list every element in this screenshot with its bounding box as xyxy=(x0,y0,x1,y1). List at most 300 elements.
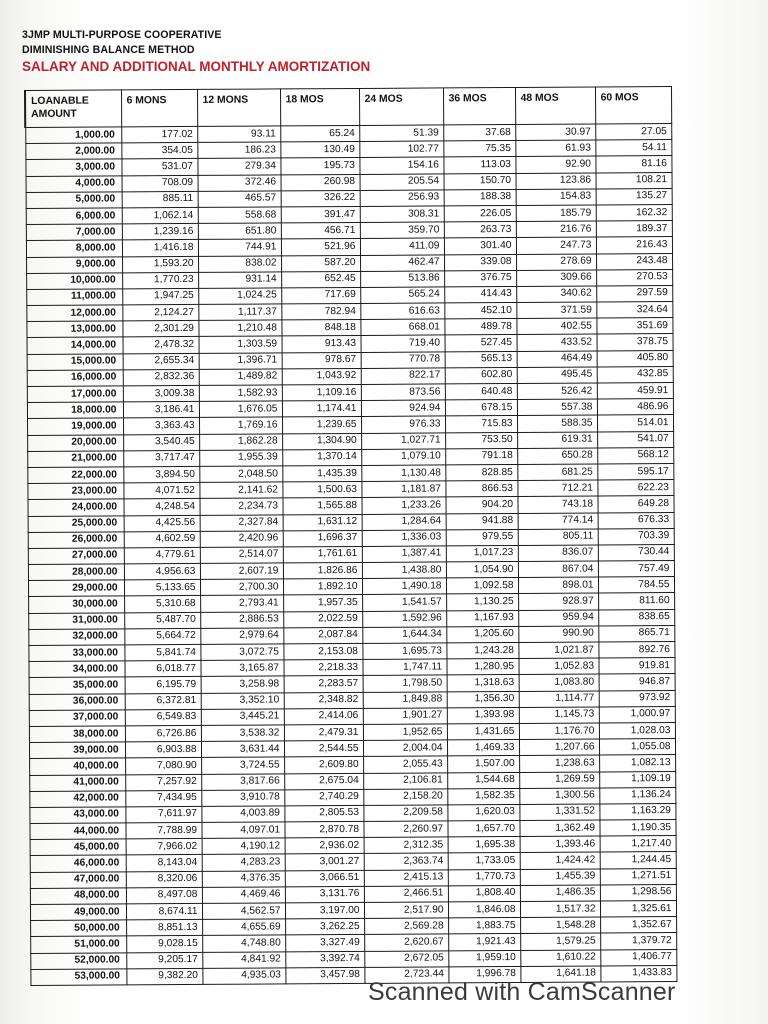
amortization-cell: 1,145.73 xyxy=(519,707,599,724)
amortization-cell: 805.11 xyxy=(518,529,598,546)
amortization-cell: 309.66 xyxy=(516,270,596,287)
document-title: SALARY AND ADDITIONAL MONTHLY AMORTIZATION xyxy=(22,59,371,74)
amortization-cell: 459.91 xyxy=(597,383,673,400)
loanable-amount-cell: 12,000.00 xyxy=(26,305,122,322)
amortization-cell: 188.38 xyxy=(444,189,516,206)
amortization-cell: 6,903.88 xyxy=(125,742,201,759)
amortization-cell: 976.33 xyxy=(361,416,445,433)
amortization-cell: 340.62 xyxy=(516,286,596,303)
amortization-cell: 1,644.34 xyxy=(362,627,446,644)
amortization-cell: 1,582.93 xyxy=(199,385,282,402)
amortization-cell: 1,565.88 xyxy=(282,498,361,515)
amortization-cell: 1,696.37 xyxy=(283,530,362,547)
amortization-cell: 836.07 xyxy=(518,545,598,562)
amortization-cell: 1,280.95 xyxy=(446,659,518,676)
amortization-cell: 2,048.50 xyxy=(199,466,282,483)
amortization-cell: 432.85 xyxy=(597,366,673,383)
amortization-cell: 93.11 xyxy=(197,126,280,143)
amortization-cell: 866.53 xyxy=(445,481,517,498)
amortization-cell: 649.28 xyxy=(597,496,673,513)
amortization-cell: 1,370.14 xyxy=(282,449,361,466)
loanable-amount-cell: 1,000.00 xyxy=(25,127,121,144)
amortization-cell: 1,883.75 xyxy=(448,918,520,935)
amortization-cell: 3,457.98 xyxy=(285,967,364,984)
amortization-cell: 558.68 xyxy=(198,207,281,224)
amortization-cell: 1,000.97 xyxy=(599,706,675,723)
amortization-cell: 2,022.59 xyxy=(283,611,362,628)
amortization-cell: 4,602.59 xyxy=(124,531,200,548)
amortization-cell: 4,003.89 xyxy=(201,806,284,823)
amortization-cell: 1,298.56 xyxy=(600,884,676,901)
amortization-cell: 4,425.56 xyxy=(124,515,200,532)
amortization-cell: 865.71 xyxy=(598,625,674,642)
amortization-cell: 489.78 xyxy=(444,319,516,336)
amortization-cell: 640.48 xyxy=(445,383,517,400)
amortization-cell: 1,176.70 xyxy=(519,723,599,740)
loanable-amount-cell: 5,000.00 xyxy=(26,192,122,209)
amortization-cell: 1,541.57 xyxy=(362,594,446,611)
amortization-cell: 1,396.71 xyxy=(199,353,282,370)
amortization-table xyxy=(24,86,677,986)
amortization-cell: 2,209.58 xyxy=(363,805,447,822)
amortization-cell: 1,500.63 xyxy=(282,482,361,499)
amortization-cell: 1,849.88 xyxy=(363,691,447,708)
loanable-amount-cell: 27,000.00 xyxy=(28,548,124,565)
amortization-cell: 414.43 xyxy=(444,286,516,303)
amortization-cell: 37.68 xyxy=(443,124,515,141)
loanable-amount-cell: 49,000.00 xyxy=(30,904,126,921)
amortization-cell: 1,109.19 xyxy=(599,771,675,788)
document-header xyxy=(22,28,370,76)
amortization-cell: 1,300.56 xyxy=(519,788,599,805)
amortization-cell: 61.93 xyxy=(515,140,595,157)
loanable-amount-cell: 25,000.00 xyxy=(28,515,124,532)
amortization-cell: 676.33 xyxy=(598,512,674,529)
amortization-cell: 2,420.96 xyxy=(200,531,283,548)
amortization-cell: 3,817.66 xyxy=(201,773,284,790)
amortization-cell: 6,018.77 xyxy=(124,661,200,678)
amortization-cell: 3,631.44 xyxy=(201,741,284,758)
amortization-cell: 678.15 xyxy=(445,400,517,417)
amortization-cell: 1,174.41 xyxy=(282,401,361,418)
amortization-cell: 5,841.74 xyxy=(124,644,200,661)
amortization-cell: 3,717.47 xyxy=(123,450,199,467)
amortization-cell: 1,610.22 xyxy=(520,950,600,967)
amortization-cell: 486.96 xyxy=(597,399,673,416)
amortization-cell: 4,097.01 xyxy=(201,822,284,839)
loanable-amount-cell: 16,000.00 xyxy=(27,370,123,387)
amortization-cell: 822.17 xyxy=(361,368,445,385)
amortization-cell: 2,124.27 xyxy=(122,305,198,322)
amortization-cell: 2,700.30 xyxy=(200,579,283,596)
amortization-cell: 1,770.73 xyxy=(448,869,520,886)
loanable-amount-cell: 19,000.00 xyxy=(27,418,123,435)
amortization-cell: 1,862.28 xyxy=(199,433,282,450)
column-header-term: 48 MOS xyxy=(515,87,595,124)
amortization-cell: 1,952.65 xyxy=(363,724,447,741)
amortization-cell: 1,190.35 xyxy=(599,820,675,837)
amortization-cell: 2,141.62 xyxy=(199,482,282,499)
amortization-cell: 595.17 xyxy=(597,463,673,480)
amortization-cell: 2,723.44 xyxy=(364,967,448,984)
amortization-cell: 1,024.25 xyxy=(198,288,281,305)
amortization-cell: 1,489.82 xyxy=(199,369,282,386)
amortization-cell: 619.31 xyxy=(517,432,597,449)
amortization-cell: 3,186.41 xyxy=(123,402,199,419)
amortization-cell: 123.86 xyxy=(516,173,596,190)
amortization-cell: 1,490.18 xyxy=(362,578,446,595)
loanable-amount-cell: 6,000.00 xyxy=(26,208,122,225)
amortization-cell: 2,415.13 xyxy=(364,870,448,887)
amortization-cell: 541.07 xyxy=(597,431,673,448)
amortization-cell: 848.18 xyxy=(281,320,360,337)
amortization-cell: 1,238.63 xyxy=(519,755,599,772)
amortization-cell: 1,130.48 xyxy=(361,465,445,482)
amortization-cell: 650.28 xyxy=(517,448,597,465)
amortization-cell: 4,956.63 xyxy=(124,563,200,580)
amortization-cell: 135.27 xyxy=(596,188,672,205)
amortization-cell: 959.94 xyxy=(518,610,598,627)
amortization-cell: 54.11 xyxy=(595,140,671,157)
amortization-cell: 2,886.53 xyxy=(200,612,283,629)
amortization-cell: 2,153.08 xyxy=(283,643,362,660)
amortization-cell: 456.71 xyxy=(281,223,360,240)
amortization-cell: 774.14 xyxy=(518,513,598,530)
amortization-cell: 588.35 xyxy=(517,415,597,432)
amortization-cell: 3,066.51 xyxy=(285,870,364,887)
amortization-cell: 1,808.40 xyxy=(448,885,520,902)
amortization-cell: 2,158.20 xyxy=(363,789,447,806)
amortization-cell: 1,631.12 xyxy=(283,514,362,531)
amortization-cell: 2,514.07 xyxy=(200,547,283,564)
amortization-cell: 4,779.61 xyxy=(124,547,200,564)
amortization-cell: 708.09 xyxy=(122,175,198,192)
loanable-amount-cell: 41,000.00 xyxy=(29,774,125,791)
amortization-cell: 2,283.57 xyxy=(284,676,363,693)
amortization-cell: 919.81 xyxy=(598,658,674,675)
amortization-cell: 3,001.27 xyxy=(285,854,364,871)
amortization-cell: 27.05 xyxy=(595,124,671,141)
amortization-cell: 2,832.36 xyxy=(123,369,199,386)
loanable-amount-cell: 53,000.00 xyxy=(30,969,126,986)
amortization-cell: 1,062.14 xyxy=(122,207,198,224)
loanable-amount-cell: 45,000.00 xyxy=(30,839,126,856)
amortization-cell: 9,382.20 xyxy=(126,968,202,985)
loanable-amount-cell: 34,000.00 xyxy=(28,661,124,678)
amortization-cell: 990.90 xyxy=(518,626,598,643)
amortization-cell: 1,303.59 xyxy=(199,336,282,353)
amortization-cell: 150.70 xyxy=(444,173,516,190)
amortization-cell: 4,283.23 xyxy=(202,854,285,871)
amortization-cell: 1,892.10 xyxy=(283,579,362,596)
amortization-cell: 2,478.32 xyxy=(123,337,199,354)
amortization-cell: 3,262.25 xyxy=(285,919,364,936)
amortization-cell: 652.45 xyxy=(281,271,360,288)
table-header xyxy=(25,87,671,128)
amortization-cell: 7,257.92 xyxy=(125,774,201,791)
amortization-cell: 371.59 xyxy=(516,302,596,319)
amortization-cell: 270.53 xyxy=(596,269,672,286)
amortization-cell: 1,130.25 xyxy=(446,594,518,611)
loanable-amount-cell: 7,000.00 xyxy=(26,224,122,241)
amortization-cell: 8,851.13 xyxy=(126,920,202,937)
amortization-cell: 1,733.05 xyxy=(448,853,520,870)
amortization-cell: 1,163.29 xyxy=(599,803,675,820)
amortization-cell: 8,143.04 xyxy=(126,855,202,872)
amortization-cell: 1,592.96 xyxy=(362,611,446,628)
amortization-cell: 1,641.18 xyxy=(520,966,600,983)
loanable-amount-cell: 14,000.00 xyxy=(27,337,123,354)
amortization-cell: 433.52 xyxy=(517,334,597,351)
amortization-cell: 681.25 xyxy=(517,464,597,481)
amortization-cell: 324.64 xyxy=(596,302,672,319)
table-header-row xyxy=(25,87,671,128)
amortization-cell: 1,055.08 xyxy=(599,739,675,756)
loanable-amount-cell: 24,000.00 xyxy=(28,499,124,516)
amortization-cell: 308.31 xyxy=(360,206,444,223)
amortization-cell: 892.76 xyxy=(598,642,674,659)
loanable-amount-cell: 18,000.00 xyxy=(27,402,123,419)
loanable-amount-cell: 15,000.00 xyxy=(27,354,123,371)
amortization-cell: 186.23 xyxy=(197,142,280,159)
amortization-cell: 1,336.03 xyxy=(362,530,446,547)
amortization-cell: 9,028.15 xyxy=(126,936,202,953)
amortization-cell: 1,826.86 xyxy=(283,563,362,580)
amortization-cell: 1,438.80 xyxy=(362,562,446,579)
amortization-cell: 2,675.04 xyxy=(284,773,363,790)
amortization-cell: 4,655.69 xyxy=(202,919,285,936)
amortization-cell: 3,538.32 xyxy=(201,725,284,742)
amortization-cell: 2,004.04 xyxy=(363,740,447,757)
amortization-cell: 2,979.64 xyxy=(200,628,283,645)
loanable-amount-cell: 50,000.00 xyxy=(30,920,126,937)
amortization-cell: 1,233.26 xyxy=(361,497,445,514)
amortization-cell: 1,544.68 xyxy=(447,772,519,789)
amortization-cell: 1,243.28 xyxy=(446,642,518,659)
amortization-cell: 4,935.03 xyxy=(202,968,285,985)
table-body xyxy=(25,124,676,986)
loanable-amount-cell: 11,000.00 xyxy=(26,289,122,306)
amortization-cell: 719.40 xyxy=(361,335,445,352)
amortization-cell: 326.22 xyxy=(281,190,360,207)
amortization-cell: 1,052.83 xyxy=(518,658,598,675)
amortization-cell: 1,406.77 xyxy=(600,949,676,966)
amortization-cell: 1,901.27 xyxy=(363,708,447,725)
amortization-cell: 3,894.50 xyxy=(123,466,199,483)
loanable-amount-cell: 2,000.00 xyxy=(25,143,121,160)
amortization-cell: 4,071.52 xyxy=(123,483,199,500)
amortization-cell: 359.70 xyxy=(360,222,444,239)
amortization-cell: 4,562.57 xyxy=(202,903,285,920)
amortization-cell: 1,957.35 xyxy=(283,595,362,612)
amortization-cell: 3,072.75 xyxy=(200,644,283,661)
amortization-cell: 6,195.79 xyxy=(125,677,201,694)
amortization-cell: 1,761.61 xyxy=(283,546,362,563)
amortization-cell: 931.14 xyxy=(198,272,281,289)
amortization-cell: 568.12 xyxy=(597,447,673,464)
amortization-cell: 565.13 xyxy=(445,351,517,368)
amortization-cell: 1,092.58 xyxy=(446,578,518,595)
amortization-cell: 5,487.70 xyxy=(124,612,200,629)
amortization-cell: 6,549.83 xyxy=(125,709,201,726)
amortization-cell: 1,239.16 xyxy=(122,224,198,241)
amortization-cell: 216.76 xyxy=(516,221,596,238)
amortization-cell: 7,966.02 xyxy=(126,839,202,856)
amortization-cell: 65.24 xyxy=(280,125,359,142)
amortization-cell: 791.18 xyxy=(445,448,517,465)
loanable-amount-cell: 38,000.00 xyxy=(29,726,125,743)
amortization-cell: 513.86 xyxy=(360,271,444,288)
amortization-cell: 3,258.98 xyxy=(201,676,284,693)
amortization-cell: 154.83 xyxy=(516,189,596,206)
loanable-amount-cell: 22,000.00 xyxy=(27,467,123,484)
amortization-cell: 651.80 xyxy=(198,223,281,240)
amortization-cell: 130.49 xyxy=(280,142,359,159)
amortization-cell: 1,205.60 xyxy=(446,626,518,643)
loanable-amount-cell: 32,000.00 xyxy=(28,629,124,646)
loanable-amount-cell: 8,000.00 xyxy=(26,240,122,257)
amortization-cell: 521.96 xyxy=(281,239,360,256)
loanable-amount-cell: 10,000.00 xyxy=(26,273,122,290)
amortization-cell: 7,080.90 xyxy=(125,758,201,775)
amortization-cell: 1,028.03 xyxy=(599,722,675,739)
loanable-amount-cell: 43,000.00 xyxy=(29,807,125,824)
loanable-amount-cell: 30,000.00 xyxy=(28,596,124,613)
amortization-cell: 838.02 xyxy=(198,255,281,272)
amortization-cell: 3,009.38 xyxy=(123,385,199,402)
amortization-cell: 3,165.87 xyxy=(200,660,283,677)
amortization-cell: 102.77 xyxy=(359,141,443,158)
amortization-cell: 885.11 xyxy=(122,191,198,208)
amortization-cell: 703.39 xyxy=(598,528,674,545)
amortization-cell: 6,726.86 xyxy=(125,725,201,742)
amortization-cell: 8,497.08 xyxy=(126,887,202,904)
amortization-cell: 1,207.66 xyxy=(519,739,599,756)
loanable-amount-cell: 23,000.00 xyxy=(27,483,123,500)
amortization-cell: 51.39 xyxy=(359,125,443,142)
amortization-cell: 464.49 xyxy=(517,351,597,368)
amortization-cell: 1,181.87 xyxy=(361,481,445,498)
amortization-cell: 1,318.63 xyxy=(447,675,519,692)
amortization-cell: 1,455.39 xyxy=(520,869,600,886)
amortization-cell: 5,310.68 xyxy=(124,596,200,613)
amortization-cell: 1,167.93 xyxy=(446,610,518,627)
loanable-amount-cell: 4,000.00 xyxy=(26,175,122,192)
amortization-cell: 1,921.43 xyxy=(448,934,520,951)
amortization-cell: 2,569.28 xyxy=(364,918,448,935)
amortization-cell: 1,435.39 xyxy=(282,465,361,482)
loanable-amount-cell: 40,000.00 xyxy=(29,758,125,775)
amortization-cell: 770.78 xyxy=(361,352,445,369)
amortization-cell: 3,910.78 xyxy=(201,790,284,807)
amortization-cell: 1,352.67 xyxy=(600,917,676,934)
amortization-cell: 1,469.33 xyxy=(447,740,519,757)
amortization-cell: 867.04 xyxy=(518,561,598,578)
amortization-cell: 1,356.30 xyxy=(447,691,519,708)
amortization-cell: 1,027.71 xyxy=(361,432,445,449)
amortization-cell: 1,431.65 xyxy=(447,723,519,740)
camscanner-watermark: Scanned with CamScanner xyxy=(368,978,676,1006)
amortization-cell: 1,379.72 xyxy=(600,933,676,950)
amortization-cell: 9,205.17 xyxy=(126,952,202,969)
amortization-cell: 1,136.24 xyxy=(599,787,675,804)
amortization-cell: 75.35 xyxy=(443,141,515,158)
amortization-cell: 378.75 xyxy=(597,334,673,351)
amortization-cell: 715.83 xyxy=(445,416,517,433)
amortization-cell: 1,331.52 xyxy=(519,804,599,821)
amortization-cell: 260.98 xyxy=(281,174,360,191)
amortization-cell: 113.03 xyxy=(443,157,515,174)
amortization-cell: 1,695.73 xyxy=(362,643,446,660)
amortization-cell: 1,393.46 xyxy=(520,836,600,853)
amortization-cell: 978.67 xyxy=(282,352,361,369)
amortization-cell: 1,021.87 xyxy=(518,642,598,659)
amortization-cell: 514.01 xyxy=(597,415,673,432)
amortization-cell: 7,788.99 xyxy=(125,822,201,839)
amortization-cell: 838.65 xyxy=(598,609,674,626)
amortization-cell: 3,724.55 xyxy=(201,757,284,774)
amortization-cell: 205.54 xyxy=(360,174,444,191)
amortization-cell: 744.91 xyxy=(198,239,281,256)
loanable-amount-cell: 44,000.00 xyxy=(29,823,125,840)
amortization-cell: 941.88 xyxy=(446,513,518,530)
amortization-cell: 1,770.23 xyxy=(122,272,198,289)
amortization-cell: 898.01 xyxy=(518,577,598,594)
amortization-cell: 3,392.74 xyxy=(285,951,364,968)
amortization-cell: 1,548.28 xyxy=(520,917,600,934)
amortization-cell: 1,117.37 xyxy=(198,304,281,321)
amortization-cell: 372.46 xyxy=(198,174,281,191)
loanable-amount-cell: 20,000.00 xyxy=(27,434,123,451)
amortization-cell: 1,996.78 xyxy=(448,966,520,983)
amortization-cell: 1,676.05 xyxy=(199,401,282,418)
amortization-cell: 243.48 xyxy=(596,253,672,270)
amortization-cell: 8,674.11 xyxy=(126,903,202,920)
amortization-cell: 587.20 xyxy=(281,255,360,272)
amortization-cell: 1,657.70 xyxy=(447,821,519,838)
amortization-cell: 2,544.55 xyxy=(284,741,363,758)
amortization-cell: 602.80 xyxy=(445,367,517,384)
amortization-cell: 2,620.67 xyxy=(364,934,448,951)
amortization-cell: 3,131.76 xyxy=(285,886,364,903)
amortization-cell: 1,846.08 xyxy=(448,901,520,918)
amortization-cell: 531.07 xyxy=(121,159,197,176)
amortization-cell: 1,947.25 xyxy=(122,288,198,305)
amortization-cell: 4,248.54 xyxy=(124,499,200,516)
amortization-cell: 2,218.33 xyxy=(283,660,362,677)
amortization-cell: 1,769.16 xyxy=(199,417,282,434)
amortization-cell: 1,507.00 xyxy=(447,756,519,773)
amortization-cell: 924.94 xyxy=(361,400,445,417)
amortization-cell: 622.23 xyxy=(597,480,673,497)
amortization-cell: 1,269.59 xyxy=(519,771,599,788)
amortization-cell: 1,079.10 xyxy=(361,449,445,466)
amortization-cell: 195.73 xyxy=(280,158,359,175)
amortization-cell: 4,190.12 xyxy=(202,838,285,855)
amortization-cell: 7,611.97 xyxy=(125,806,201,823)
amortization-cell: 108.21 xyxy=(596,172,672,189)
cooperative-name: 3JMP MULTI-PURPOSE COOPERATIVE xyxy=(22,29,222,41)
loanable-amount-cell: 28,000.00 xyxy=(28,564,124,581)
amortization-cell: 2,805.53 xyxy=(284,805,363,822)
amortization-cell: 1,325.61 xyxy=(600,901,676,918)
amortization-cell: 263.73 xyxy=(444,222,516,239)
amortization-cell: 1,082.13 xyxy=(599,755,675,772)
loanable-amount-cell: 46,000.00 xyxy=(30,855,126,872)
amortization-cell: 1,043.92 xyxy=(282,368,361,385)
amortization-cell: 527.45 xyxy=(445,335,517,352)
method-name: DIMINISHING BALANCE METHOD xyxy=(22,44,195,56)
